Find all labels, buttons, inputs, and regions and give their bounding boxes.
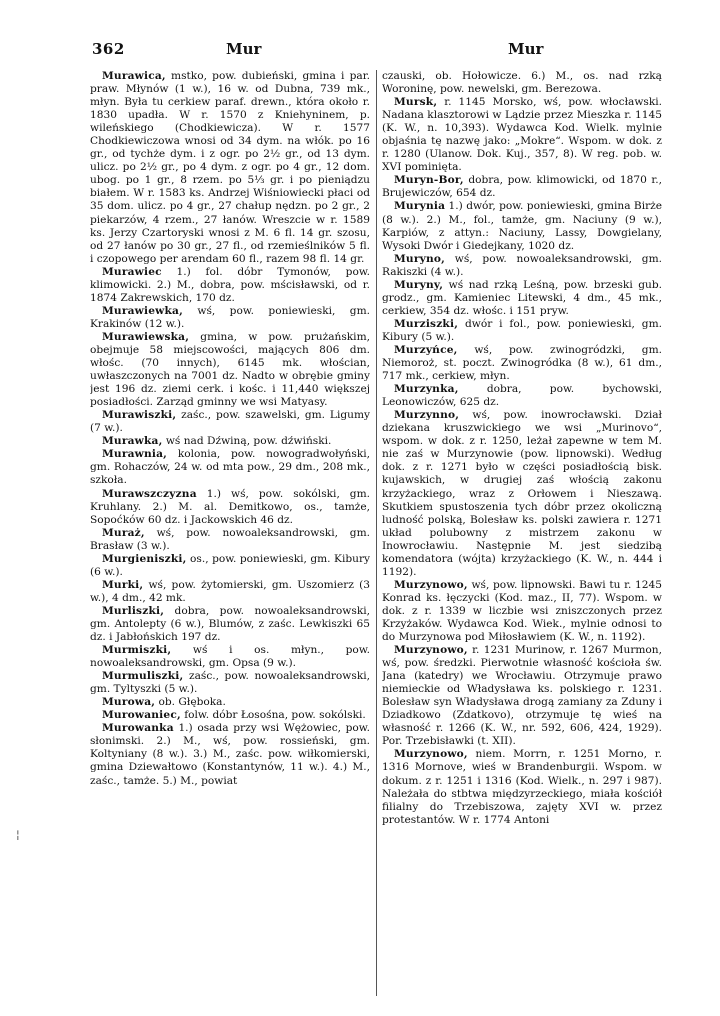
entry-text: ob. Głęboka. bbox=[155, 696, 226, 709]
dictionary-entry bbox=[90, 331, 370, 409]
dictionary-entry bbox=[90, 409, 370, 435]
entry-text: 1.) dwór, pow. poniewieski, gmina Birże (8 w.). 2.) M., fol., tamże, gm. Naciuny (9 w.), Karpiów, z attyn.: Naciuny, Lassy, Dowgielany, Wysoki Dwór i Giedejkany, 1020 dz. bbox=[382, 200, 662, 252]
dictionary-entry bbox=[90, 605, 370, 644]
entry-headword: Murynia bbox=[394, 200, 446, 213]
dictionary-entry bbox=[382, 279, 662, 318]
entry-text: mstko, pow. dubieński, gmina i par. praw. Młynów (1 w.), 16 w. od Dubna, 739 mk., młyn. Była tu cerkiew paraf. drewn., która około r. 1830 upadła. W r. 1570 z Kniehyninem, p. wileńskiego (Chodkiewicza). W r. 1577 Chodkiewiczowa wnosi od 34 dym. na włók. po 16 gr., od tychże dym. i z ogr. po 2½ gr., od 13 dym. ulicz. po 2½ gr., po 4 dym. z ogr. po 4 gr., 12 dom. ubog. po 1 gr., 8 rzem. po 5⅓ gr. i po pieniądzu białem. W r. 1583 ks. Andrzej Wiśniowiecki płaci od 35 dom. ulicz. po 4 gr., 27 chałup nędzn. po 2 gr., 2 piekarzów, 4 rzem., 27 łanów. Wreszcie w r. 1589 ks. Jerzy Czartoryski wnosi z M. 6 fl. 14 gr. szosu, od 27 łanów po 30 gr., 27 fl., od rzemieślników 5 fl. i czopowego per arendam 60 fl., razem 98 fl. 14 gr. bbox=[90, 70, 370, 265]
entry-text: folw. dóbr Łosośna, pow. sokólski. bbox=[180, 709, 366, 722]
entry-headword: Muryno, bbox=[394, 252, 446, 265]
entry-text: zaśc., pow. nowoaleksandrowski, gm. Tyltyszki (5 w.). bbox=[90, 670, 370, 696]
dictionary-entry bbox=[382, 344, 662, 383]
dictionary-entry bbox=[90, 553, 370, 579]
dictionary-entry bbox=[382, 383, 662, 409]
entry-headword: Murgieniszki, bbox=[102, 552, 187, 565]
entry-headword: Murowanka bbox=[102, 722, 174, 735]
entry-text: os., pow. poniewieski, gm. Kibury (6 w.). bbox=[90, 552, 370, 578]
entry-headword: Muraż, bbox=[102, 526, 145, 539]
dictionary-entry bbox=[382, 644, 662, 748]
dictionary-entry bbox=[382, 409, 662, 579]
dictionary-entry bbox=[382, 70, 662, 96]
entry-headword: Murawica, bbox=[102, 70, 166, 82]
entry-text: 1.) fol. dóbr Tymonów, pow. klimowicki. 2.) M., dobra, pow. mścisławski, od r. 1874 Zakrewskich, 170 dz. bbox=[90, 265, 370, 304]
entry-headword: Muryn-Bor, bbox=[394, 174, 464, 187]
dictionary-entry bbox=[90, 670, 370, 696]
dictionary-entry bbox=[90, 266, 370, 305]
entry-headword: Murziszki, bbox=[394, 317, 459, 330]
entry-headword: Murawiszki, bbox=[102, 409, 177, 422]
dictionary-entry bbox=[382, 579, 662, 644]
left-column bbox=[90, 70, 370, 1006]
entry-headword: Murawiewska, bbox=[102, 330, 190, 343]
entry-text: wś, pow. inowrocławski. Dział dziekana kruszwickiego we wsi „Murinovo“, wspom. w dok. z r. 1250, leżał zapewne w tem M. nie zaś w Murzynowie (pow. lipnowski). Według dok. z r. 1271 było w części posiadłością bisk. kujawskich, w drugiej zaś włością zakonu krzyżackiego, wraz z Orłowem i Nieszawą. Skutkiem spustoszenia tych dóbr przez okoliczną ludność polską, Bolesław ks. polski zawiera r. 1271 układ polubowny z mistrzem zakonu w Inowrocławiu. Następnie M. jest siedzibą komendatora (wójta) krzyżackiego (K. W., n. 444 i 1192). bbox=[382, 409, 662, 578]
entry-text: wś, pow. nowoaleksandrowski, gm. Brasław (3 w.). bbox=[90, 526, 370, 552]
entry-text: wś, pow. poniewieski, gm. Krakinów (12 w.). bbox=[90, 304, 370, 330]
entry-text: dobra, pow. bychowski, Leonowiczów, 625 dz. bbox=[382, 383, 662, 409]
entry-headword: Murzyńce, bbox=[394, 343, 458, 356]
entry-headword: Murawka, bbox=[102, 435, 163, 448]
entry-text: wś, pow. żytomierski, gm. Uszomierz (3 w.), 4 dm., 42 mk. bbox=[90, 578, 370, 604]
entry-text: niem. Morrn, r. 1251 Morno, r. 1316 Mornove, wieś w Brandenburgii. Wspom. w dokum. z r. 1251 i 1316 (Kod. Wielk., n. 297 i 987). Należała do stbtwa międzyrzeckiego, miała kościół filialny do Trzebiszowa, zajęty XVI w. przez protestantów. W r. 1774 Antoni bbox=[382, 748, 662, 826]
column-divider bbox=[376, 70, 377, 996]
text-columns bbox=[90, 70, 668, 1010]
dictionary-entry bbox=[90, 722, 370, 787]
dictionary-entry bbox=[90, 527, 370, 553]
entry-headword: Murzynowo, bbox=[394, 748, 468, 761]
dictionary-entry bbox=[382, 200, 662, 252]
entry-text: zaśc., pow. szawelski, gm. Ligumy (7 w.). bbox=[90, 409, 370, 435]
entry-headword: Murzynno, bbox=[394, 409, 460, 422]
entry-text: wś nad Dźwiną, pow. dźwiński. bbox=[162, 435, 332, 448]
entry-headword: Murawiec bbox=[102, 265, 162, 278]
dictionary-entry bbox=[90, 709, 370, 722]
dictionary-entry bbox=[90, 435, 370, 448]
dictionary-entry bbox=[90, 70, 370, 266]
entry-text: 1.) osada przy wsi Wężowiec, pow. słonimski. 2.) M., wś, pow. rossieński, gm. Koltyniany (8 w.). 3.) M., zaśc. pow. wiłkomierski, gmina Dziewałtowo (Konstantynów, 11 w.). 4.) M., zaśc., tamże. 5.) M., powiat bbox=[90, 722, 370, 787]
entry-text: r. 1231 Murinow, r. 1267 Murmon, wś, pow. średzki. Pierwotnie własność kościoła św. Jana (katedry) we Wrocławiu. Otrzymuje prawo niemieckie od Władysława ks. polskiego r. 1231. Bolesław syn Władysława drogą zamiany za Zduny i Dziadkowo (Zdatkovo), otrzymuje tę wieś na własność r. 1266 (K. W., nr. 592, 606, 424, 1929). Por. Trzebisławki (t. XII). bbox=[382, 644, 662, 748]
entry-headword: Murzynowo, bbox=[394, 578, 468, 591]
entry-text: 1.) wś, pow. sokólski, gm. Kruhlany. 2.) M. al. Demitkowo, os., tamże, Sopoćków 60 dz. i Jackowskich 46 dz. bbox=[90, 487, 370, 526]
dictionary-entry bbox=[90, 488, 370, 527]
entry-text: czauski, ob. Hołowicze. 6.) M., os. nad rzką Woroninę, pow. newelski, gm. Berezowa. bbox=[382, 70, 662, 96]
dictionary-entry bbox=[382, 253, 662, 279]
entry-headword: Murmiszki, bbox=[102, 644, 172, 657]
page-header bbox=[0, 40, 720, 64]
entry-headword: Murliszki, bbox=[102, 604, 165, 617]
margin-mark: ¦ bbox=[16, 828, 20, 841]
dictionary-entry bbox=[382, 96, 662, 174]
entry-headword: Muryny, bbox=[394, 278, 444, 291]
dictionary-entry bbox=[382, 174, 662, 200]
dictionary-entry bbox=[382, 318, 662, 344]
entry-text: r. 1145 Morsko, wś, pow. włocławski. Nadana klasztorowi w Lądzie przez Mieszka r. 1145 (K. W., n. 10,393). Wydawca Kod. Wielk. mylnie objaśnia tę nazwę jako: „Mokre“. Wspom. w dok. z r. 1280 (Ulanow. Dok. Kuj., 357, 8). W reg. pob. w. XVI pominięta. bbox=[382, 96, 662, 174]
dictionary-entry bbox=[90, 644, 370, 670]
entry-text: wś, pow. zwinogródzki, gm. Niemoroż, st. poczt. Zwinogródka (8 w.), 61 dm., 717 mk., cerkiew, młyn. bbox=[382, 343, 662, 383]
entry-text: wś i os. młyn., pow. nowoaleksandrowski, gm. Opsa (9 w.). bbox=[90, 644, 370, 670]
entry-headword: Murawszczyzna bbox=[102, 487, 197, 500]
dictionary-entry bbox=[90, 305, 370, 331]
running-head-right: Mur bbox=[508, 40, 544, 58]
entry-text: wś, pow. nowoaleksandrowski, gm. Rakiszki (4 w.). bbox=[382, 252, 662, 278]
entry-text: dobra, pow. nowoaleksandrowski, gm. Antolepty (6 w.), Blumów, z zaśc. Lewkiszki 65 dz. i Jabłońskich 197 dz. bbox=[90, 604, 370, 644]
entry-headword: Murawnia, bbox=[102, 448, 168, 461]
entry-headword: Mursk, bbox=[394, 96, 438, 109]
entry-text: gmina, w pow. prużańskim, obejmuje 58 miejscowości, mających 806 dm. włośc. (70 innych), 6145 mk. włościan, uwłaszczonych na 7001 dz. Nadto w obrębie gminy jest 196 dz. ziemi cerk. i kośc. i 11,440 większej posiadłości. Zarząd gminny we wsi Matyasy. bbox=[90, 330, 370, 409]
dictionary-entry bbox=[382, 748, 662, 826]
entry-text: dobra, pow. klimowicki, od 1870 r., Brujewiczów, 654 dz. bbox=[382, 174, 662, 200]
dictionary-entry bbox=[90, 696, 370, 709]
page-number: 362 bbox=[92, 40, 125, 58]
running-head-left: Mur bbox=[226, 40, 262, 58]
entry-text: wś, pow. lipnowski. Bawi tu r. 1245 Konrad ks. łęczycki (Kod. maz., II, 77). Wspom. w dok. z r. 1339 w liczbie wsi zniszczonych przez Krzyżaków. Wydawca Kod. Wiek., mylnie odnosi to do Murzynowa pod Miłosławiem (K. W., n. 1192). bbox=[382, 578, 662, 644]
entry-headword: Murowaniec, bbox=[102, 709, 181, 722]
entry-text: kolonia, pow. nowogradwołyński, gm. Rohaczów, 24 w. od mta pow., 29 dm., 208 mk., szkoła. bbox=[90, 448, 370, 487]
entry-headword: Murowa, bbox=[102, 696, 156, 709]
entry-headword: Murki, bbox=[102, 578, 144, 591]
entry-headword: Murzynka, bbox=[394, 383, 459, 396]
right-column bbox=[382, 70, 662, 1006]
entry-text: dwór i fol., pow. poniewieski, gm. Kibury (5 w.). bbox=[382, 317, 662, 343]
entry-headword: Murzynowo, bbox=[394, 644, 468, 657]
entry-headword: Murmuliszki, bbox=[102, 670, 184, 683]
dictionary-entry bbox=[90, 448, 370, 487]
entry-text: wś nad rzką Leśną, pow. brzeski gub. grodz., gm. Kamieniec Litewski, 4 dm., 45 mk., cerkiew, 354 dz. włośc. i 151 pryw. bbox=[382, 278, 662, 317]
entry-headword: Murawiewka, bbox=[102, 304, 183, 317]
dictionary-entry bbox=[90, 579, 370, 605]
